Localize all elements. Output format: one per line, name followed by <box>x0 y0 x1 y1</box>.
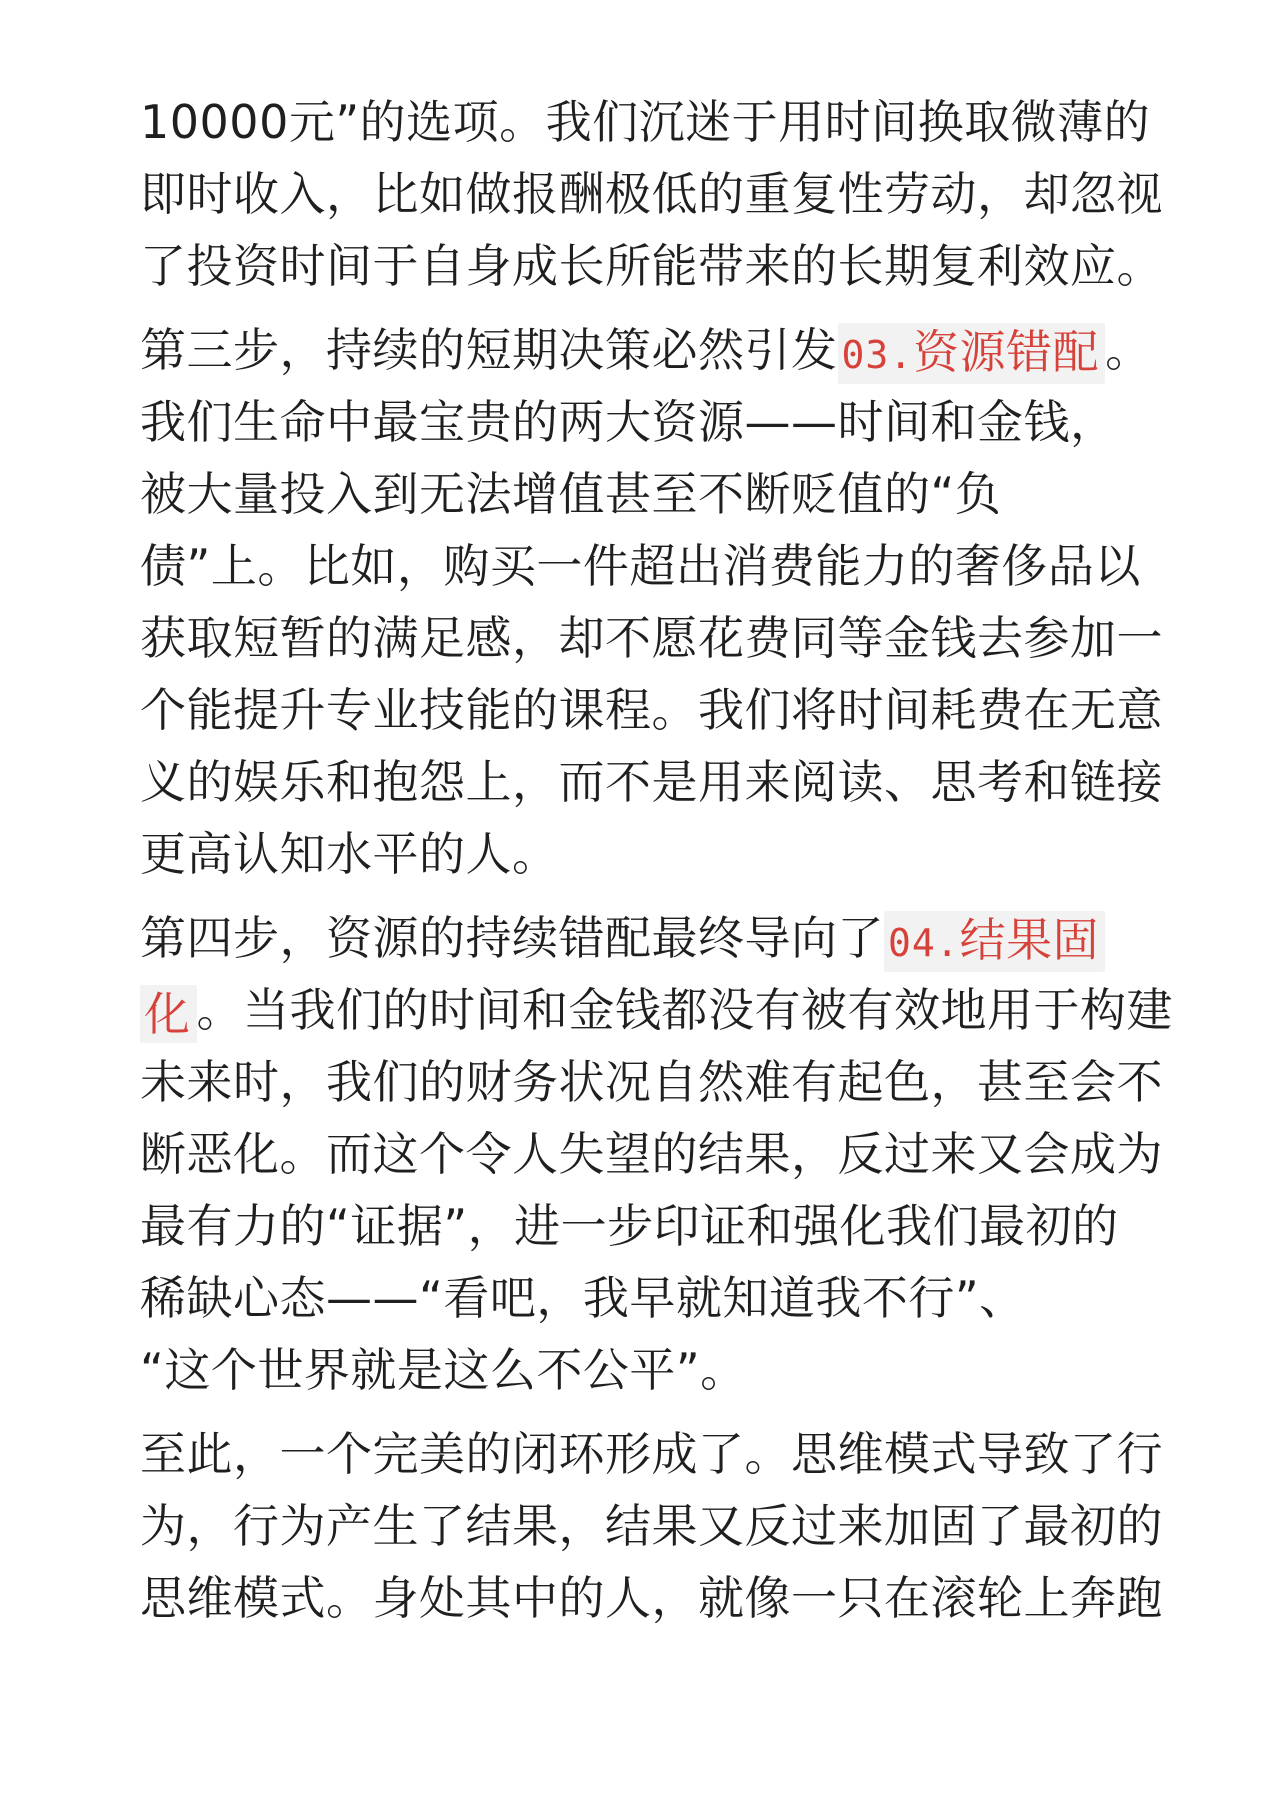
text-line: “这个世界就是这么不公平”。 <box>140 1343 747 1397</box>
text-line: 义的娱乐和抱怨上，而不是用来阅读、思考和链接 <box>140 755 1163 809</box>
text-line: 未来时，我们的财务状况自然难有起色，甚至会不 <box>140 1055 1163 1109</box>
text-line: 为，行为产生了结果，结果又反过来加固了最初的 <box>140 1499 1163 1553</box>
text-line: 至此，一个完美的闭环形成了。思维模式导致了行 <box>140 1427 1163 1481</box>
paragraph-4 <box>140 1418 1163 1634</box>
line-text: 第四步，资源的持续错配最终导向了 <box>140 911 884 965</box>
text-line: 获取短暂的满足感，却不愿花费同等金钱去参加一 <box>140 611 1163 665</box>
text-line: 个能提升专业技能的课程。我们将时间耗费在无意 <box>140 683 1163 737</box>
line-text: 第三步，持续的短期决策必然引发 <box>140 323 838 377</box>
text-line: 断恶化。而这个令人失望的结果，反过来又会成为 <box>140 1127 1163 1181</box>
text-line: 即时收入，比如做报酬极低的重复性劳动，却忽视 <box>140 167 1163 221</box>
text-line: 被大量投入到无法增值甚至不断贬值的“负 <box>140 467 1002 521</box>
paragraph-1 <box>140 86 1163 302</box>
highlight-text: 结果固 <box>959 913 1100 967</box>
line-text: 。 <box>1105 323 1152 377</box>
text-line: 最有力的“证据”，进一步印证和强化我们最初的 <box>140 1199 1119 1253</box>
highlight-text: 化 <box>144 986 191 1041</box>
text-line: 稀缺心态——“看吧，我早就知道我不行”、 <box>140 1271 1026 1325</box>
highlight-inline-code <box>140 985 197 1043</box>
highlight-number: 03. <box>841 333 914 377</box>
highlight-inline-code <box>884 911 1105 972</box>
text-line: 思维模式。身处其中的人，就像一只在滚轮上奔跑 <box>140 1571 1163 1625</box>
text-line: 债”上。比如，购买一件超出消费能力的奢侈品以 <box>140 539 1141 593</box>
paragraph-2 <box>140 314 1163 890</box>
text-line: 我们生命中最宝贵的两大资源——时间和金钱， <box>140 395 1117 449</box>
text-line <box>140 974 1173 1046</box>
text-line <box>140 314 1152 386</box>
highlight-inline-code <box>838 323 1106 384</box>
line-text: 。当我们的时间和金钱都没有被有效地用于构建 <box>196 983 1173 1037</box>
text-line: 了投资时间于自身成长所能带来的长期复利效应。 <box>140 239 1163 293</box>
highlight-text: 资源错配 <box>913 325 1100 379</box>
article-body <box>140 86 1173 1646</box>
text-line <box>140 902 1140 974</box>
highlight-number: 04. <box>888 921 960 965</box>
paragraph-3 <box>140 902 1173 1406</box>
text-line: 10000元”的选项。我们沉迷于用时间换取微薄的 <box>140 95 1151 149</box>
text-line: 更高认知水平的人。 <box>140 827 559 881</box>
